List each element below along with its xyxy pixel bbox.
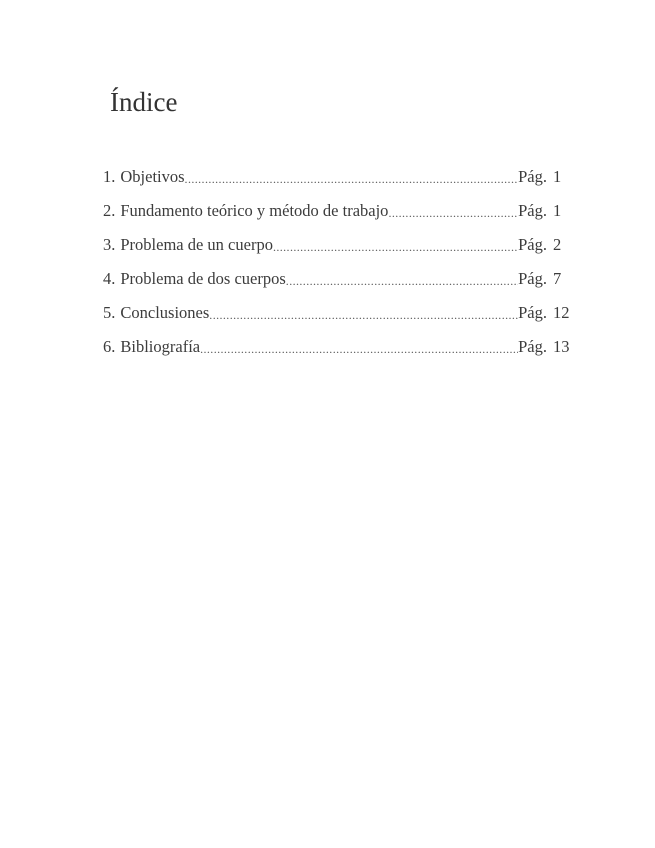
toc-entry-label: Conclusiones	[120, 303, 210, 322]
toc-page-prefix: Pág.	[518, 167, 547, 186]
toc-entry-label: Problema de dos cuerpos	[120, 269, 286, 288]
toc-entry-number: 3.	[103, 235, 116, 254]
toc-dot-leader	[209, 303, 518, 323]
toc-dot-leader	[286, 269, 518, 289]
toc-entry-number: 5.	[103, 303, 116, 322]
toc-page-number: 1	[553, 167, 562, 186]
toc-entry-conclusiones	[103, 296, 573, 330]
table-of-contents	[103, 160, 573, 364]
toc-page-number: 12	[553, 303, 570, 322]
toc-entry-bibliografia	[103, 330, 573, 364]
toc-page-prefix: Pág.	[518, 269, 547, 288]
toc-page-prefix: Pág.	[518, 303, 547, 322]
toc-dot-leader	[200, 337, 518, 357]
toc-entry-number: 1.	[103, 167, 116, 186]
toc-page-prefix: Pág.	[518, 235, 547, 254]
toc-page-prefix: Pág.	[518, 337, 547, 356]
toc-entry-label: Problema de un cuerpo	[120, 235, 273, 254]
toc-dot-leader	[388, 201, 518, 221]
toc-entry-un-cuerpo	[103, 228, 573, 262]
toc-dot-leader	[185, 167, 519, 187]
toc-page-number: 2	[553, 235, 562, 254]
toc-dot-leader	[273, 235, 518, 255]
toc-page-prefix: Pág.	[518, 201, 547, 220]
toc-page-number: 13	[553, 337, 570, 356]
toc-page-number: 7	[553, 269, 562, 288]
toc-entry-number: 6.	[103, 337, 116, 356]
toc-entry-fundamento	[103, 194, 573, 228]
toc-entry-label: Objetivos	[120, 167, 185, 186]
toc-entry-number: 4.	[103, 269, 116, 288]
toc-entry-objetivos	[103, 160, 573, 194]
toc-entry-label: Fundamento teórico y método de trabajo	[120, 201, 389, 220]
toc-entry-number: 2.	[103, 201, 116, 220]
toc-entry-dos-cuerpos	[103, 262, 573, 296]
toc-entry-label: Bibliografía	[120, 337, 201, 356]
toc-page-number: 1	[553, 201, 562, 220]
page-title: Índice	[110, 87, 178, 117]
